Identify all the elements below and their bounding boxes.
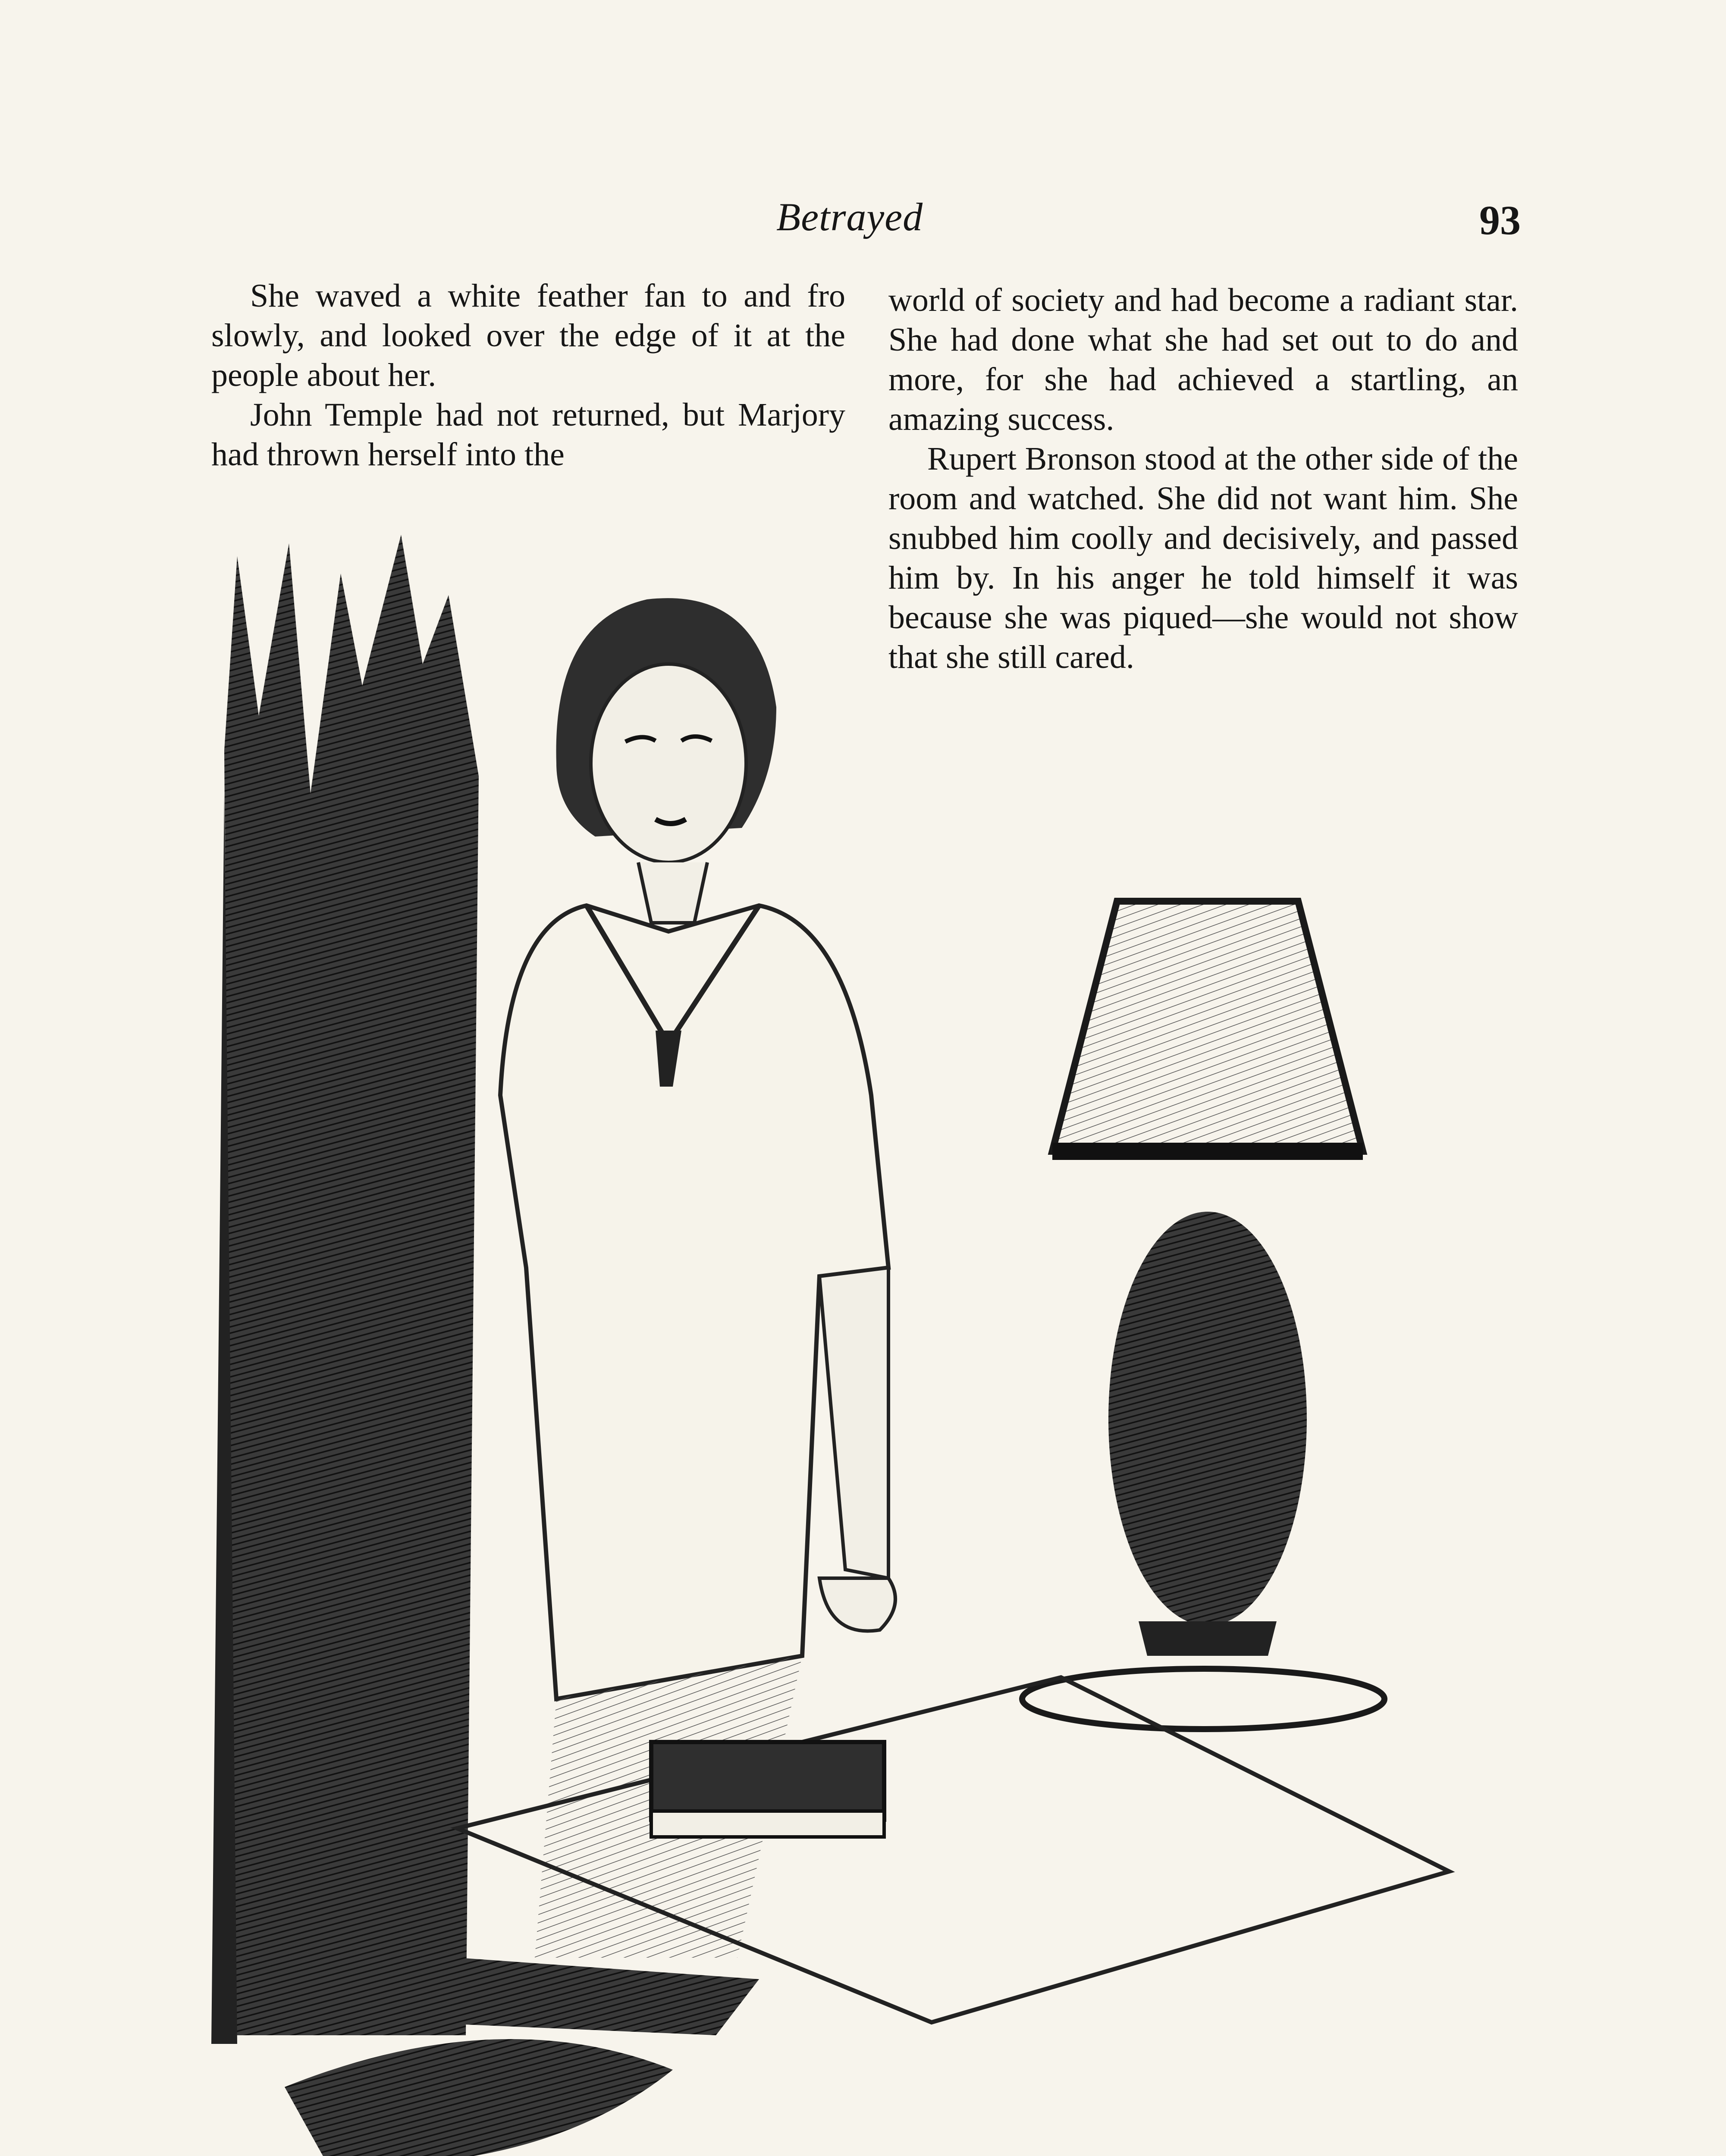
lamp-drawing <box>1022 901 1384 1729</box>
paragraph: world of society and had become a radiant star. She had done what she had set out to do and more, for she had achieved a startling, an amazing success. <box>888 282 1518 437</box>
paragraph: Rupert Bronson stood at the other side of the room and watched. She did not want him. She snubbed him coolly and decisively, and passed him by. In his anger he told himself it was because she was piqued—she would not show that she still cared. <box>888 441 1518 675</box>
page-number: 93 <box>1479 197 1521 243</box>
left-text-column <box>211 276 845 474</box>
page-header-title: Betrayed <box>776 195 923 239</box>
curtain-drawing <box>211 535 479 2044</box>
illustration-woman-with-lamp <box>198 535 1475 2156</box>
paragraph: She waved a white feather fan to and fro slowly, and looked over the edge of it at the people about her. <box>211 278 845 393</box>
paragraph: John Temple had not returned, but Marjory had thrown herself into the <box>211 397 845 473</box>
